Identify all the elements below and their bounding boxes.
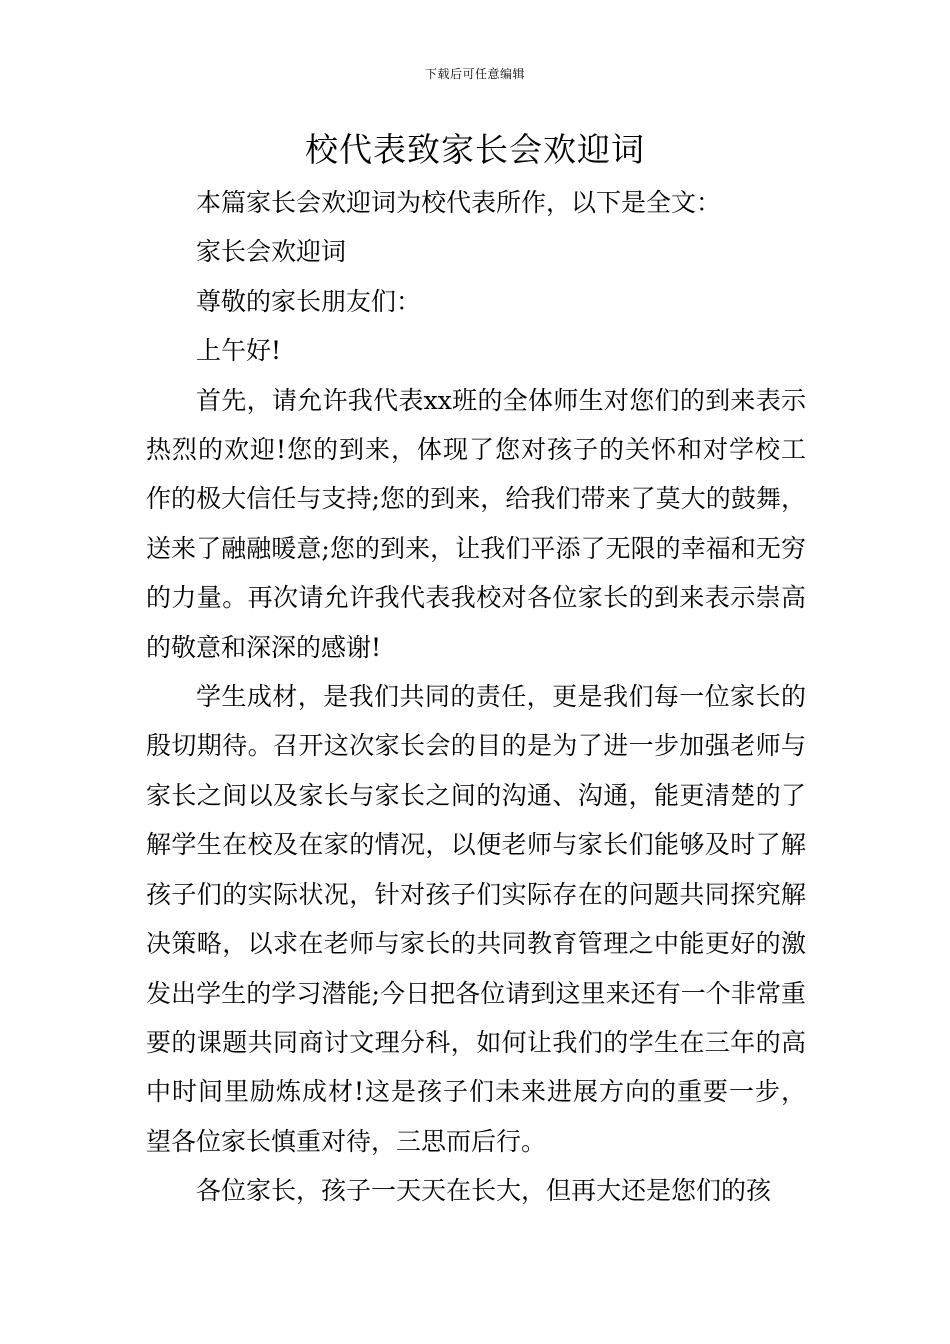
- header-note: 下载后可任意编辑: [424, 67, 525, 81]
- document-body: [146, 178, 806, 1216]
- paragraph-greeting: 上午好!: [196, 336, 282, 366]
- paragraph-purpose: 学生成材，是我们共同的责任，更是我们每一位家长的殷切期待。召开这次家长会的目的是为了进一步加强老师与家长之间以及家长与家长之间的沟通、沟通，能更清楚的了解学生在校及在家的情况，以便老师与家长们能够及时了解孩子们的实际状况，针对孩子们实际存在的问题共同探究解决策略，以求在老师与家长的共同教育管理之中能更好的激发出学生的学习潜能;今日把各位请到这里来还有一个非常重要的课题共同商讨文理分科，如何让我们的学生在三年的高中时间里励炼成材!这是孩子们未来进展方向的重要一步，望各位家长慎重对待，三思而后行。: [146, 682, 806, 1156]
- paragraph-intro: 本篇家长会欢迎词为校代表所作，以下是全文：: [196, 188, 722, 217]
- paragraph-welcome: 首先，请允许我代表xx班的全体师生对您们的到来表示热烈的欢迎!您的到来，体现了您对孩子的关怀和对学校工作的极大信任与支持;您的到来，给我们带来了莫大的鼓舞，送来了融融暖意;您的到来，让我们平添了无限的幸福和无穷的力量。再次请允许我代表我校对各位家长的到来表示崇高的敬意和深深的感谢!: [146, 385, 806, 662]
- document-title: 校代表致家长会欢迎词: [305, 130, 645, 169]
- paragraph-heading: 家长会欢迎词: [196, 237, 347, 267]
- paragraph-continued: 各位家长，孩子一天天在长大，但再大还是您们的孩: [196, 1176, 772, 1206]
- paragraph-salutation: 尊敬的家长朋友们：: [196, 286, 422, 316]
